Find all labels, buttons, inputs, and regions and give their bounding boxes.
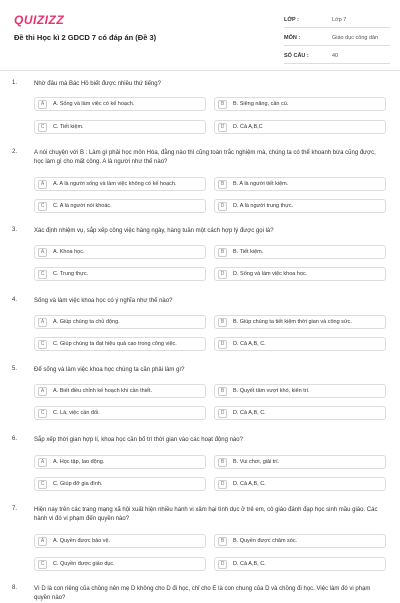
question-number: 4. [12,297,18,303]
option-letter: D [218,409,227,418]
meta-row-class [284,13,390,28]
option-text: D. Cả A,B, C. [233,561,266,567]
option-letter: C [38,409,47,418]
meta-panel [284,13,390,67]
option-d[interactable] [214,337,386,351]
option-text: D. Sống và làm việc khoa học. [233,271,308,277]
question-number: 1. [12,80,18,86]
option-text: D. A là người trung thực. [233,203,294,209]
option-letter: A [38,537,47,546]
option-letter: B [218,100,227,109]
quizizz-logo: QUIZIZZ [14,13,65,27]
option-c[interactable] [34,557,206,571]
option-letter: A [38,387,47,396]
option-c[interactable] [34,120,206,134]
option-text: A. Khoa học. [53,249,85,255]
option-letter: A [38,100,47,109]
option-text: C. Trung thực. [53,271,89,277]
option-text: C. Tiết kiệm. [53,124,84,130]
option-text: C. A là người nói khoác. [53,203,112,209]
option-text: C. Quyền được giáo dục. [53,561,115,567]
option-c[interactable] [34,337,206,351]
option-text: A. Biết điều chỉnh kế hoạch khi cần thiết. [53,388,153,394]
option-letter: B [218,458,227,467]
question-number: 5. [12,366,18,372]
option-b[interactable] [214,455,386,469]
option-text: C. Giúp chúng ta đạt hiệu quả cao trong công việc. [53,341,177,347]
option-text: B. Giúp chúng ta tiết kiệm thời gian và công sức. [233,319,352,325]
option-letter: D [218,560,227,569]
option-text: B. Siêng năng, cần cù. [233,101,289,107]
option-letter: D [218,202,227,211]
option-letter: C [38,340,47,349]
option-b[interactable] [214,534,386,548]
question-text: Xác định nhiệm vụ, sắp xếp công việc hàng ngày, hàng tuần một cách hợp lý được gọi là? [34,228,274,234]
option-letter: D [218,270,227,279]
question-text: Nhờ đâu mà Bác Hồ biết được nhiều thứ tiếng? [34,81,161,87]
meta-label: LỚP : [284,17,299,23]
option-a[interactable] [34,455,206,469]
meta-label: SỐ CÂU : [284,53,309,59]
question-number: 3. [12,227,18,233]
option-a[interactable] [34,245,206,259]
option-b[interactable] [214,97,386,111]
question-text: Để sống và làm việc khoa học chúng ta cần phải làm gì? [34,367,185,373]
meta-value: Giáo dục công dân [332,35,379,41]
question-text: A nói chuyện với B : Làm gì phải học môn Hóa, đằng nào thì cũng toàn trắc nghiệm mà, chúng ta có thể khoanh bừa cũng được, học làm gì cho mất công. A là người như thế nào? [34,150,376,165]
option-letter: C [38,123,47,132]
page-title: Đề thi Học kì 2 GDCD 7 có đáp án (Đề 3) [14,33,157,42]
option-a[interactable] [34,97,206,111]
option-b[interactable] [214,245,386,259]
option-d[interactable] [214,199,386,213]
option-text: A. Sống và làm việc có kế hoạch. [53,101,135,107]
option-c[interactable] [34,199,206,213]
option-letter: B [218,318,227,327]
option-text: D. Cả A,B,C [233,124,263,130]
option-letter: B [218,180,227,189]
question-number: 7. [12,506,18,512]
option-letter: A [38,248,47,257]
option-letter: B [218,537,227,546]
question-number: 8. [12,585,18,591]
option-text: B. Vui chơi, giải trí. [233,459,280,465]
question-text: Vì D là con riêng của chồng nên mẹ D không cho D đi học, chỉ cho E là con chung của D và chồng đi học. Việc làm đó vi phạm quyền nào? [34,586,371,601]
option-text: D. Cả A,B, C. [233,341,266,347]
option-a[interactable] [34,384,206,398]
option-b[interactable] [214,177,386,191]
option-letter: C [38,480,47,489]
option-letter: A [38,180,47,189]
option-letter: A [38,318,47,327]
option-text: B. Quyết tâm vượt khó, kiên trì. [233,388,310,394]
header [0,0,400,70]
option-letter: C [38,270,47,279]
option-letter: C [38,202,47,211]
option-a[interactable] [34,177,206,191]
option-d[interactable] [214,406,386,420]
meta-row-count [284,49,390,64]
option-d[interactable] [214,120,386,134]
divider [0,70,400,71]
option-letter: A [38,458,47,467]
option-letter: D [218,123,227,132]
option-text: A. A là người sống và làm việc không có kế hoạch. [53,181,177,187]
option-text: D. Cả A,B, C. [233,481,266,487]
meta-label: MÔN : [284,35,301,41]
question-text: Sống và làm việc khoa học có ý nghĩa như thế nào? [34,298,173,304]
option-letter: D [218,480,227,489]
question-number: 6. [12,436,18,442]
option-text: B. A là người tiết kiệm. [233,181,289,187]
option-c[interactable] [34,267,206,281]
option-b[interactable] [214,384,386,398]
option-d[interactable] [214,267,386,281]
option-text: B. Tiết kiệm. [233,249,264,255]
option-text: D. Cả A,B, C. [233,410,266,416]
option-d[interactable] [214,557,386,571]
option-text: B. Quyền được chăm sóc. [233,538,298,544]
option-d[interactable] [214,477,386,491]
question-number: 2. [12,149,18,155]
option-text: A. Giúp chúng ta chủ động. [53,319,120,325]
meta-row-subject [284,31,390,46]
option-letter: B [218,248,227,257]
option-c[interactable] [34,477,206,491]
option-text: C. Là, việc cần đối. [53,410,100,416]
option-text: A. Học tập, lao động. [53,459,105,465]
option-text: A. Quyền được bảo vệ. [53,538,111,544]
option-letter: D [218,340,227,349]
meta-value: Lớp 7 [332,17,347,23]
option-letter: C [38,560,47,569]
option-text: C. Giúp đỡ gia đình. [53,481,103,487]
option-a[interactable] [34,534,206,548]
question-text: Hiện nay trên các trang mạng xã hội xuất hiện nhiều hành vi xâm hại tình dục ở trẻ em, cô giáo đánh đạp học sinh mầu giáo. Các hành vi đó vi phạm đến quyền nào? [34,507,378,522]
option-a[interactable] [34,315,206,329]
option-letter: B [218,387,227,396]
option-b[interactable] [214,315,386,329]
question-text: Sắp xếp thời gian hợp lí, khoa học cần bố trí thời gian vào các hoạt động nào? [34,437,243,443]
meta-value: 40 [332,53,339,59]
option-c[interactable] [34,406,206,420]
